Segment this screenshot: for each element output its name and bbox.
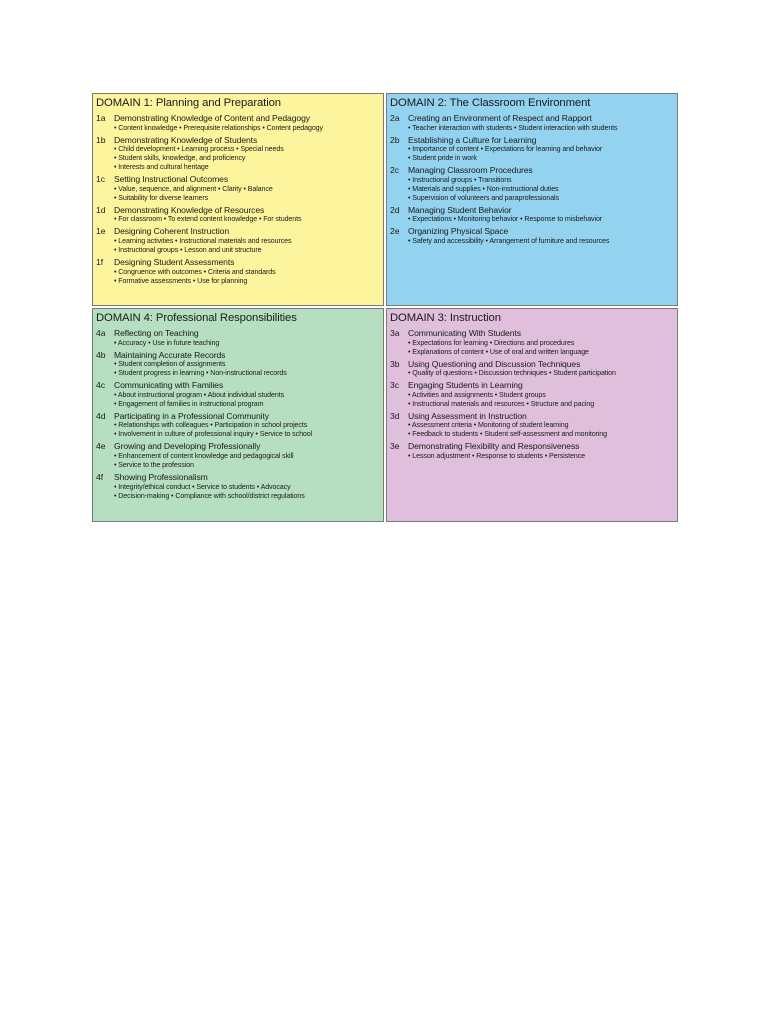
component-name: Demonstrating Flexibility and Responsiveness: [408, 441, 580, 452]
component-body: [114, 472, 377, 501]
component-name: Using Questioning and Discussion Techniques: [408, 358, 581, 369]
element-line: • Materials and supplies • Non-instructional duties: [408, 184, 559, 193]
component-name: Using Assessment in Instruction: [408, 410, 527, 421]
component-item: [96, 411, 377, 440]
component-item: [390, 328, 671, 357]
element-line: • Safety and accessibility • Arrangement of furniture and resources: [408, 236, 610, 245]
element-line: • Teacher interaction with students • Student interaction with students: [408, 123, 618, 132]
component-body: [114, 174, 377, 203]
component-code: 3c: [390, 380, 400, 391]
element-line: • Enhancement of content knowledge and pedagogical skill: [114, 451, 294, 460]
element-line: • Student completion of assignments: [114, 360, 226, 369]
element-line: • Involvement in culture of professional inquiry • Service to school: [114, 430, 313, 439]
component-name: Establishing a Culture for Learning: [408, 134, 537, 145]
component-code: 1d: [96, 204, 106, 215]
element-line: • Formative assessments • Use for planning: [114, 276, 248, 285]
element-line: • Lesson adjustment • Response to students • Persistence: [408, 451, 585, 460]
component-body: [114, 135, 377, 173]
component-code: 2e: [390, 226, 400, 237]
component-name: Communicating with Families: [114, 380, 224, 391]
element-line: • Activities and assignments • Student groups: [408, 390, 546, 399]
component-item: [96, 257, 377, 286]
component-body: [114, 113, 377, 133]
element-line: • Child development • Learning process • Special needs: [114, 145, 284, 154]
component-code: 2b: [390, 134, 400, 145]
component-name: Designing Student Assessments: [114, 256, 235, 267]
component-name: Demonstrating Knowledge of Students: [114, 134, 258, 145]
component-list: [96, 328, 377, 501]
component-body: [114, 350, 377, 379]
element-line: • Integrity/ethical conduct • Service to students • Advocacy: [114, 482, 291, 491]
component-name: Designing Coherent Instruction: [114, 226, 229, 237]
domain-4-panel: [92, 308, 384, 522]
domain-title: DOMAIN 3: Instruction: [390, 312, 501, 324]
component-name: Managing Classroom Procedures: [408, 165, 533, 176]
component-item: [390, 359, 671, 379]
component-item: [96, 113, 377, 133]
component-list: [390, 328, 671, 461]
domain-title: DOMAIN 2: The Classroom Environment: [390, 97, 591, 109]
element-line: • Decision-making • Compliance with school/district regulations: [114, 491, 305, 500]
component-body: [114, 257, 377, 286]
component-name: Engaging Students in Learning: [408, 380, 523, 391]
component-body: [408, 165, 671, 203]
component-item: [96, 205, 377, 225]
component-code: 3a: [390, 328, 400, 338]
element-line: • For classroom • To extend content knowledge • For students: [114, 215, 302, 224]
component-name: Managing Student Behavior: [408, 204, 512, 215]
component-item: [96, 380, 377, 409]
domain-2-panel: [386, 93, 678, 306]
component-body: [114, 441, 377, 470]
component-item: [96, 135, 377, 173]
component-item: [96, 328, 377, 348]
domain-title: DOMAIN 4: Professional Responsibilities: [96, 312, 297, 324]
component-item: [96, 350, 377, 379]
component-body: [408, 226, 671, 246]
element-line: • Content knowledge • Prerequisite relationships • Content pedagogy: [114, 123, 323, 132]
component-name: Participating in a Professional Community: [114, 410, 269, 421]
component-body: [114, 328, 377, 348]
component-body: [408, 205, 671, 225]
component-list: [96, 113, 377, 286]
component-body: [114, 205, 377, 225]
component-item: [390, 226, 671, 246]
element-line: • Explanations of content • Use of oral and written language: [408, 347, 589, 356]
component-body: [408, 359, 671, 379]
component-name: Organizing Physical Space: [408, 226, 509, 237]
domain-title: DOMAIN 1: Planning and Preparation: [96, 97, 281, 109]
element-line: • Quality of questions • Discussion techniques • Student participation: [408, 369, 616, 378]
component-name: Reflecting on Teaching: [114, 328, 199, 338]
component-body: [408, 135, 671, 164]
element-line: • Interests and cultural heritage: [114, 163, 209, 172]
component-name: Setting Instructional Outcomes: [114, 174, 229, 185]
component-code: 4b: [96, 349, 106, 360]
element-line: • Feedback to students • Student self-assessment and monitoring: [408, 430, 607, 439]
component-item: [390, 205, 671, 225]
component-item: [96, 226, 377, 255]
component-name: Demonstrating Knowledge of Resources: [114, 204, 265, 215]
component-item: [96, 441, 377, 470]
component-code: 2c: [390, 165, 400, 176]
element-line: • Suitability for diverse learners: [114, 193, 209, 202]
component-name: Creating an Environment of Respect and Rapport: [408, 113, 592, 123]
element-line: • Learning activities • Instructional materials and resources: [114, 236, 292, 245]
component-name: Growing and Developing Professionally: [114, 441, 261, 452]
component-item: [96, 174, 377, 203]
component-body: [114, 380, 377, 409]
framework-grid: [92, 93, 678, 522]
component-item: [390, 441, 671, 461]
component-item: [390, 380, 671, 409]
element-line: • Student progress in learning • Non-instructional records: [114, 369, 287, 378]
element-line: • Value, sequence, and alignment • Clarity • Balance: [114, 184, 273, 193]
component-body: [114, 411, 377, 440]
element-line: • Expectations • Monitoring behavior • Response to misbehavior: [408, 215, 603, 224]
element-line: • Instructional groups • Lesson and unit structure: [114, 245, 262, 254]
component-name: Maintaining Accurate Records: [114, 349, 226, 360]
component-name: Showing Professionalism: [114, 471, 208, 482]
component-code: 2d: [390, 204, 400, 215]
element-line: • Relationships with colleagues • Participation in school projects: [114, 421, 308, 430]
component-code: 4c: [96, 380, 106, 391]
component-body: [408, 441, 671, 461]
component-item: [390, 411, 671, 440]
element-line: • Student skills, knowledge, and proficiency: [114, 154, 246, 163]
component-body: [114, 226, 377, 255]
component-body: [408, 113, 671, 133]
component-code: 1c: [96, 174, 106, 185]
element-line: • Supervision of volunteers and paraprofessionals: [408, 193, 559, 202]
element-line: • Congruence with outcomes • Criteria and standards: [114, 267, 276, 276]
component-code: 4a: [96, 328, 106, 338]
element-line: • Accuracy • Use in future teaching: [114, 338, 220, 347]
element-line: • Assessment criteria • Monitoring of student learning: [408, 421, 569, 430]
component-body: [408, 380, 671, 409]
element-line: • Instructional materials and resources • Structure and pacing: [408, 399, 595, 408]
component-code: 3e: [390, 441, 400, 452]
component-name: Communicating With Students: [408, 328, 521, 338]
element-line: • Importance of content • Expectations for learning and behavior: [408, 145, 603, 154]
component-item: [390, 113, 671, 133]
element-line: • Student pride in work: [408, 154, 477, 163]
domain-3-panel: [386, 308, 678, 522]
component-body: [408, 328, 671, 357]
component-code: 3d: [390, 410, 400, 421]
component-code: 4d: [96, 410, 106, 421]
component-code: 1a: [96, 113, 106, 123]
component-code: 1e: [96, 226, 106, 237]
element-line: • Instructional groups • Transitions: [408, 175, 512, 184]
domain-1-panel: [92, 93, 384, 306]
element-line: • About instructional program • About individual students: [114, 390, 285, 399]
component-body: [408, 411, 671, 440]
component-code: 3b: [390, 358, 400, 369]
component-code: 1b: [96, 134, 106, 145]
component-code: 4f: [96, 471, 104, 482]
element-line: • Service to the profession: [114, 460, 194, 469]
component-item: [96, 472, 377, 501]
component-code: 2a: [390, 113, 400, 123]
component-name: Demonstrating Knowledge of Content and Pedagogy: [114, 113, 310, 123]
component-item: [390, 135, 671, 164]
element-line: • Expectations for learning • Directions and procedures: [408, 338, 575, 347]
component-item: [390, 165, 671, 203]
component-code: 4e: [96, 441, 106, 452]
component-code: 1f: [96, 256, 104, 267]
component-list: [390, 113, 671, 246]
element-line: • Engagement of families in instructional program: [114, 399, 264, 408]
